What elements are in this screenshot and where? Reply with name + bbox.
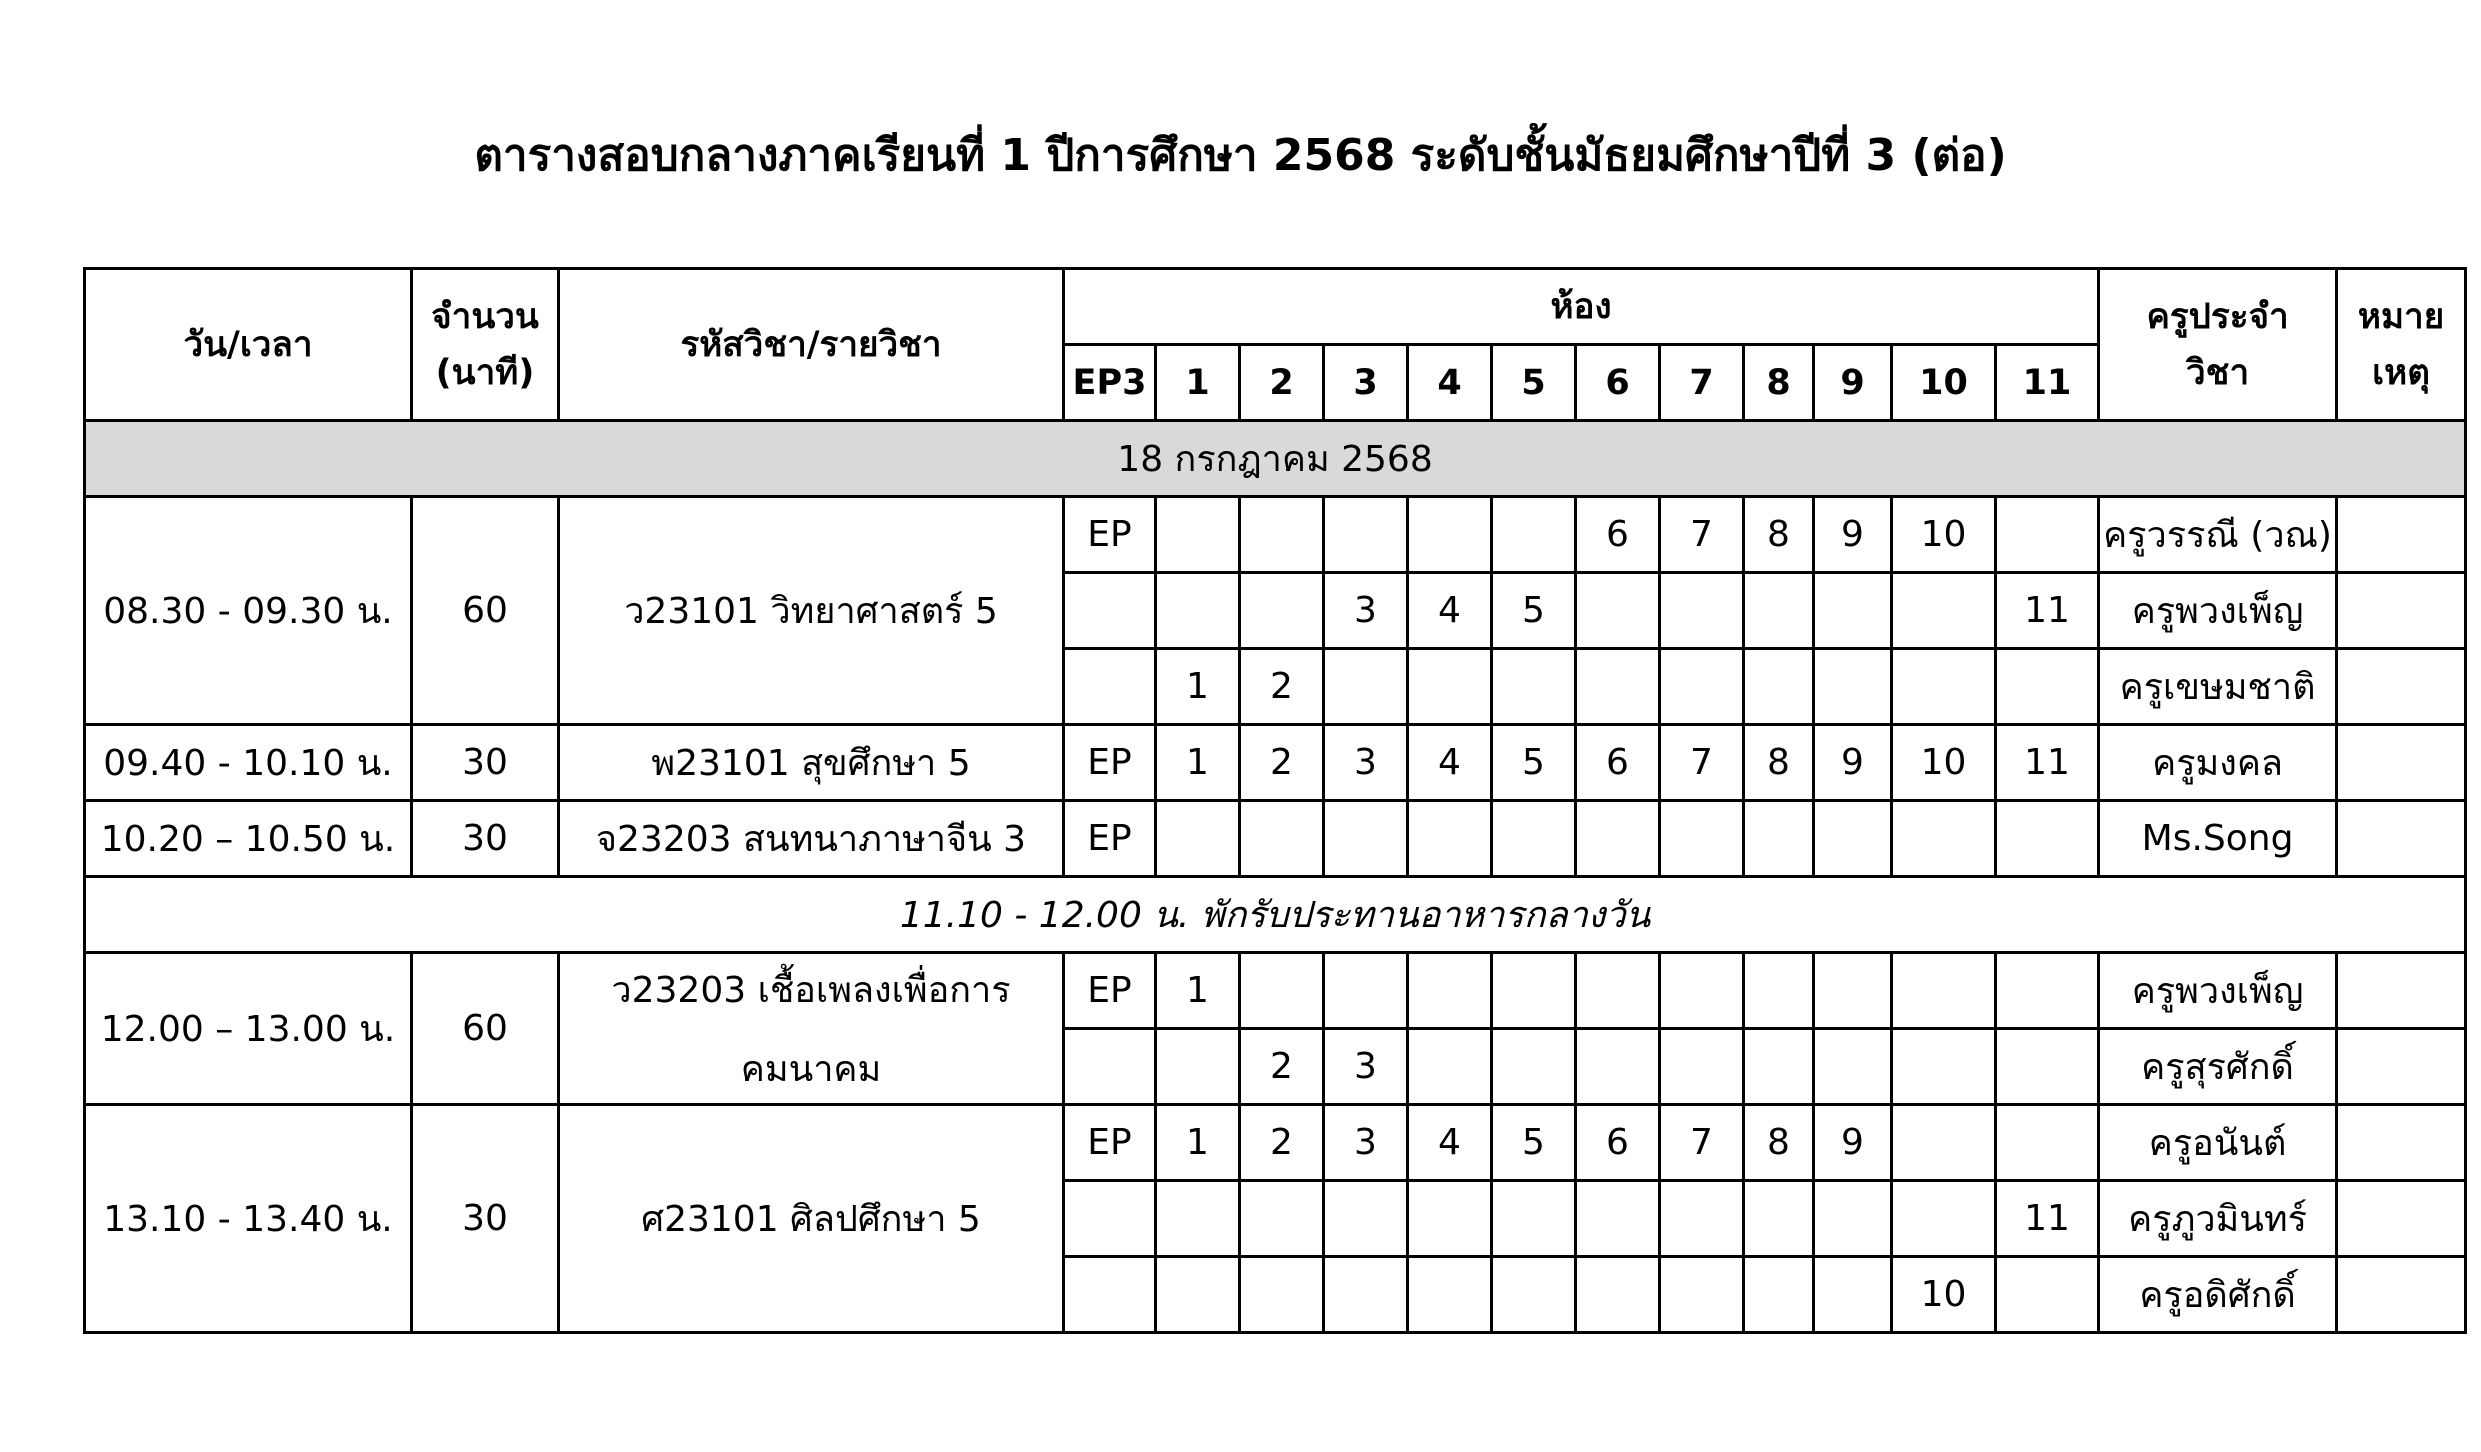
exam-subject	[559, 497, 1064, 725]
room-cell	[1492, 649, 1576, 725]
room-cell	[1324, 1181, 1408, 1257]
room-header: 10	[1892, 345, 1996, 421]
room-cell	[1240, 1257, 1324, 1333]
room-cell	[1814, 1029, 1892, 1105]
room-cell	[1492, 1029, 1576, 1105]
exam-time: 10.20 – 10.50 น.	[85, 801, 412, 877]
room-cell: 4	[1408, 1105, 1492, 1181]
room-cell: 4	[1408, 573, 1492, 649]
room-cell: 9	[1814, 725, 1892, 801]
room-cell: 3	[1324, 1105, 1408, 1181]
exam-time: 13.10 - 13.40 น.	[85, 1105, 412, 1333]
page-title: ตารางสอบกลางภาคเรียนที่ 1 ปีการศึกษา 2568 ระดับชั้นมัธยมศึกษาปีที่ 3 (ต่อ)	[474, 130, 2007, 181]
room-cell	[1996, 801, 2099, 877]
room-cell	[1744, 1029, 1814, 1105]
date-row: 18 กรกฎาคม 2568	[85, 421, 2466, 497]
table-row	[85, 1105, 2466, 1181]
teacher-cell: ครูอนันต์	[2099, 1105, 2337, 1181]
room-cell	[1814, 573, 1892, 649]
room-cell	[1996, 497, 2099, 573]
room-cell: 4	[1408, 725, 1492, 801]
room-cell	[1576, 1181, 1660, 1257]
room-cell: EP	[1064, 725, 1156, 801]
room-cell	[1324, 801, 1408, 877]
room-cell	[1156, 573, 1240, 649]
header-note	[2337, 269, 2466, 421]
room-cell	[1996, 1029, 2099, 1105]
room-cell	[1064, 573, 1156, 649]
room-cell	[1660, 801, 1744, 877]
room-cell: 8	[1744, 497, 1814, 573]
room-cell	[1324, 1257, 1408, 1333]
teacher-cell: ครูเขษมชาติ	[2099, 649, 2337, 725]
room-cell: 2	[1240, 649, 1324, 725]
room-cell	[1892, 801, 1996, 877]
room-cell	[1892, 649, 1996, 725]
room-header: 8	[1744, 345, 1814, 421]
header-duration	[412, 269, 559, 421]
note-cell	[2337, 725, 2466, 801]
room-header: EP3	[1064, 345, 1156, 421]
room-cell: 2	[1240, 1105, 1324, 1181]
room-cell	[1576, 573, 1660, 649]
room-cell	[1408, 649, 1492, 725]
room-cell	[1408, 497, 1492, 573]
room-cell: 10	[1892, 497, 1996, 573]
room-cell	[1660, 953, 1744, 1029]
room-cell	[1744, 801, 1814, 877]
room-cell: 9	[1814, 497, 1892, 573]
room-cell	[1996, 1257, 2099, 1333]
room-cell	[1240, 573, 1324, 649]
room-cell	[1156, 497, 1240, 573]
room-cell	[1492, 953, 1576, 1029]
room-header: 7	[1660, 345, 1744, 421]
room-cell: 5	[1492, 573, 1576, 649]
exam-minutes: 30	[412, 725, 559, 801]
exam-time: 12.00 – 13.00 น.	[85, 953, 412, 1105]
room-cell	[1576, 1029, 1660, 1105]
room-cell	[1064, 1181, 1156, 1257]
room-cell: 5	[1492, 1105, 1576, 1181]
room-cell	[1324, 649, 1408, 725]
room-cell	[1814, 801, 1892, 877]
room-cell	[1492, 1257, 1576, 1333]
room-cell	[1492, 1181, 1576, 1257]
exam-time: 08.30 - 09.30 น.	[85, 497, 412, 725]
table-row	[85, 801, 2466, 877]
exam-minutes: 60	[412, 953, 559, 1105]
room-cell	[1892, 953, 1996, 1029]
room-header: 3	[1324, 345, 1408, 421]
header-duration-line2: (นาที)	[435, 352, 535, 393]
room-cell	[1814, 953, 1892, 1029]
room-cell: 6	[1576, 725, 1660, 801]
room-cell: 10	[1892, 725, 1996, 801]
room-cell	[1892, 1105, 1996, 1181]
room-cell	[1324, 497, 1408, 573]
exam-subject-line: ศ23101 ศิลปศึกษา 5	[641, 1199, 981, 1240]
note-cell	[2337, 573, 2466, 649]
note-cell	[2337, 1029, 2466, 1105]
room-cell: 6	[1576, 1105, 1660, 1181]
room-cell	[1744, 1181, 1814, 1257]
room-header: 4	[1408, 345, 1492, 421]
room-cell	[1492, 801, 1576, 877]
room-cell	[1064, 649, 1156, 725]
room-header: 11	[1996, 345, 2099, 421]
exam-minutes: 30	[412, 801, 559, 877]
room-cell	[1996, 1105, 2099, 1181]
table-row	[85, 953, 2466, 1029]
room-cell	[1660, 1181, 1744, 1257]
room-cell: 10	[1892, 1257, 1996, 1333]
teacher-cell: ครูอดิศักดิ์	[2099, 1257, 2337, 1333]
table-row	[85, 497, 2466, 573]
room-cell: 8	[1744, 1105, 1814, 1181]
room-cell	[1892, 573, 1996, 649]
room-cell: 3	[1324, 573, 1408, 649]
exam-subject	[559, 801, 1064, 877]
room-cell: 11	[1996, 725, 2099, 801]
room-cell	[1240, 953, 1324, 1029]
room-cell	[1814, 1181, 1892, 1257]
room-cell: 2	[1240, 1029, 1324, 1105]
room-cell: 3	[1324, 725, 1408, 801]
room-cell: 1	[1156, 953, 1240, 1029]
room-cell: 1	[1156, 725, 1240, 801]
header-teacher-line1: ครูประจำ	[2146, 296, 2289, 337]
note-cell	[2337, 497, 2466, 573]
note-cell	[2337, 1257, 2466, 1333]
header-note-line2: เหตุ	[2372, 352, 2430, 393]
room-cell	[1660, 573, 1744, 649]
header-rooms: ห้อง	[1064, 269, 2099, 345]
room-cell: 7	[1660, 725, 1744, 801]
room-header: 9	[1814, 345, 1892, 421]
exam-subject-line: พ23101 สุขศึกษา 5	[651, 743, 971, 784]
exam-subject-line: คมนาคม	[740, 1048, 882, 1090]
header-teacher-line2: วิชา	[2186, 352, 2250, 393]
room-cell	[1744, 953, 1814, 1029]
lunch-break-row	[85, 877, 2466, 953]
room-cell	[1660, 1257, 1744, 1333]
room-cell	[1576, 649, 1660, 725]
room-cell	[1492, 497, 1576, 573]
room-cell: 7	[1660, 497, 1744, 573]
exam-minutes: 60	[412, 497, 559, 725]
room-cell	[1576, 1257, 1660, 1333]
header-date-time: วัน/เวลา	[85, 269, 412, 421]
room-header: 2	[1240, 345, 1324, 421]
room-header: 1	[1156, 345, 1240, 421]
teacher-cell: ครูวรรณี (วณ)	[2099, 497, 2337, 573]
room-cell: 6	[1576, 497, 1660, 573]
exam-minutes: 30	[412, 1105, 559, 1333]
room-cell	[1744, 1257, 1814, 1333]
room-cell	[1660, 1029, 1744, 1105]
exam-time: 09.40 - 10.10 น.	[85, 725, 412, 801]
room-cell	[1408, 801, 1492, 877]
exam-subject-line: ว23203 เชื้อเพลงเพื่อการ	[611, 969, 1011, 1011]
room-cell	[1814, 649, 1892, 725]
note-cell	[2337, 1181, 2466, 1257]
room-cell: 7	[1660, 1105, 1744, 1181]
room-cell	[1324, 953, 1408, 1029]
room-cell	[1064, 1257, 1156, 1333]
room-cell	[1660, 649, 1744, 725]
room-cell	[1408, 1029, 1492, 1105]
exam-subject	[559, 725, 1064, 801]
header-subject: รหัสวิชา/รายวิชา	[559, 269, 1064, 421]
note-cell	[2337, 801, 2466, 877]
lunch-break-text: 11.10 - 12.00 น. พักรับประทานอาหารกลางวัน	[85, 877, 2466, 953]
room-cell	[1408, 1257, 1492, 1333]
exam-schedule-table	[83, 267, 2467, 1334]
exam-subject-line: ว23101 วิทยาศาสตร์ 5	[624, 591, 998, 632]
room-cell: 8	[1744, 725, 1814, 801]
room-cell	[1814, 1257, 1892, 1333]
room-cell	[1576, 801, 1660, 877]
room-cell: 3	[1324, 1029, 1408, 1105]
teacher-cell: ครูพวงเพ็ญ	[2099, 573, 2337, 649]
exam-subject-line: จ23203 สนทนาภาษาจีน 3	[595, 819, 1027, 860]
room-cell	[1240, 1181, 1324, 1257]
room-cell	[1744, 573, 1814, 649]
room-cell: 1	[1156, 649, 1240, 725]
room-header: 5	[1492, 345, 1576, 421]
room-cell: EP	[1064, 953, 1156, 1029]
header-note-line1: หมาย	[2357, 296, 2445, 337]
room-cell	[1240, 801, 1324, 877]
room-cell	[1064, 1029, 1156, 1105]
room-cell	[1156, 1029, 1240, 1105]
teacher-cell: ครูสุรศักดิ์	[2099, 1029, 2337, 1105]
room-cell	[1408, 953, 1492, 1029]
teacher-cell: ครูพวงเพ็ญ	[2099, 953, 2337, 1029]
room-cell	[1576, 953, 1660, 1029]
room-cell: 11	[1996, 1181, 2099, 1257]
note-cell	[2337, 953, 2466, 1029]
header-duration-line1: จำนวน	[431, 296, 539, 337]
room-cell	[1744, 649, 1814, 725]
table-row	[85, 725, 2466, 801]
room-cell	[1996, 649, 2099, 725]
note-cell	[2337, 649, 2466, 725]
note-cell	[2337, 1105, 2466, 1181]
room-cell: EP	[1064, 497, 1156, 573]
room-cell: 2	[1240, 725, 1324, 801]
exam-subject	[559, 953, 1064, 1105]
room-cell	[1892, 1029, 1996, 1105]
room-cell: EP	[1064, 801, 1156, 877]
teacher-cell: ครูภูวมินทร์	[2099, 1181, 2337, 1257]
room-cell: 1	[1156, 1105, 1240, 1181]
room-cell	[1408, 1181, 1492, 1257]
room-cell	[1240, 497, 1324, 573]
room-cell	[1156, 1181, 1240, 1257]
header-teacher	[2099, 269, 2337, 421]
room-cell: 11	[1996, 573, 2099, 649]
room-cell	[1156, 1257, 1240, 1333]
exam-subject	[559, 1105, 1064, 1333]
teacher-cell: Ms.Song	[2099, 801, 2337, 877]
teacher-cell: ครูมงคล	[2099, 725, 2337, 801]
room-cell	[1996, 953, 2099, 1029]
room-cell	[1156, 801, 1240, 877]
room-cell: EP	[1064, 1105, 1156, 1181]
room-header: 6	[1576, 345, 1660, 421]
room-cell	[1892, 1181, 1996, 1257]
room-cell: 9	[1814, 1105, 1892, 1181]
room-cell: 5	[1492, 725, 1576, 801]
